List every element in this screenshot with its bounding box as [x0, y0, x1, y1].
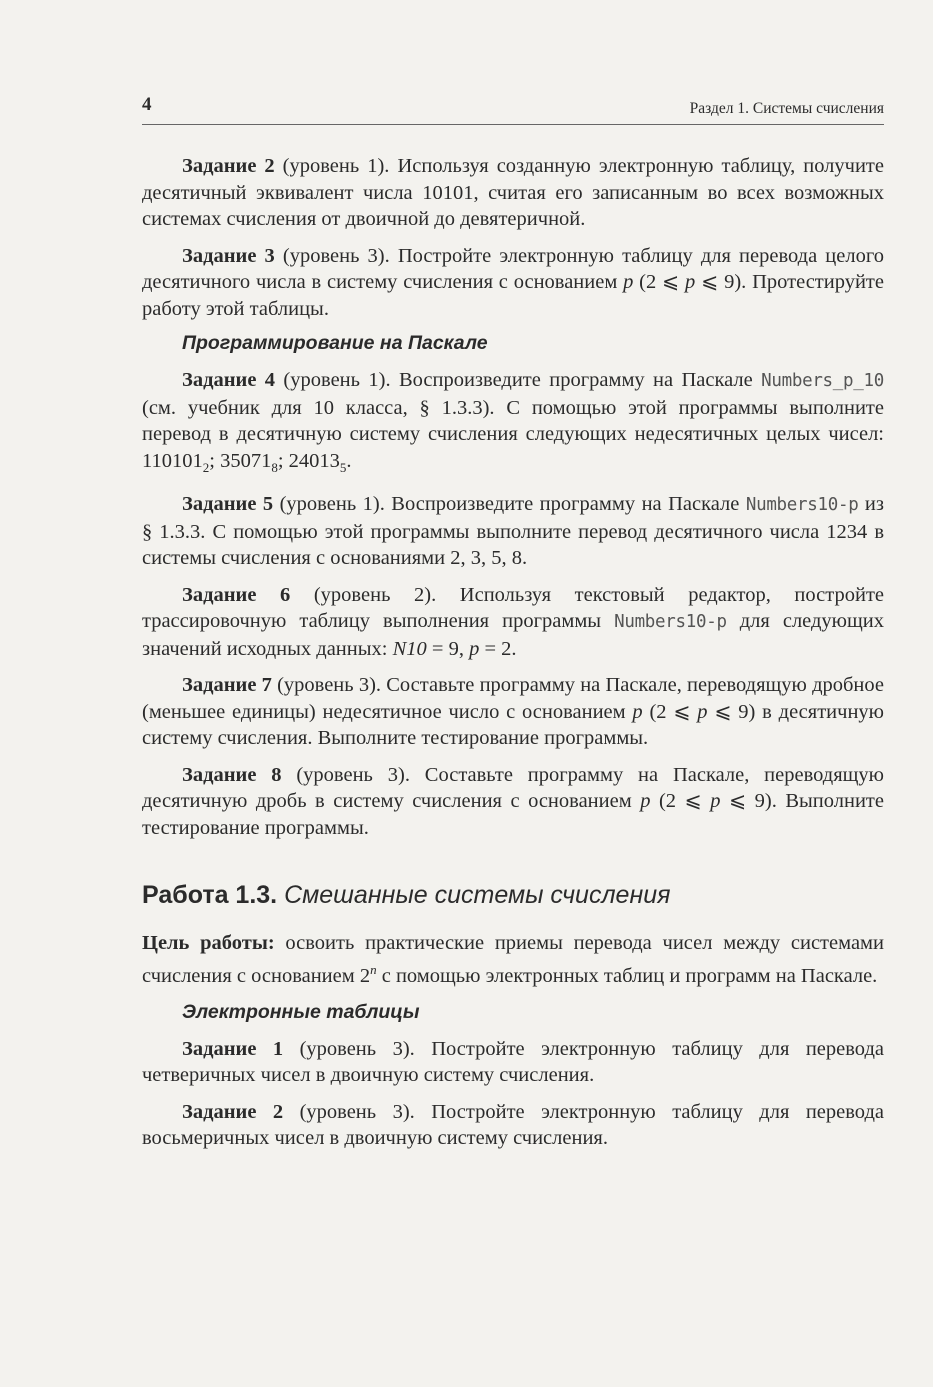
goal-text: с помощью электронных таблиц и программ на Паскале. — [376, 964, 878, 987]
task-label: Задание 8 — [182, 763, 282, 786]
period: . — [346, 449, 352, 472]
math-eq: = 2. — [479, 637, 517, 660]
work-subtitle: Смешанные системы счисления — [277, 881, 671, 910]
number-base: 5 — [339, 459, 347, 475]
task-7 — [142, 672, 884, 752]
number-base: 8 — [271, 459, 278, 475]
goal-text: освоить практические приемы перевода чисел между системами счисления с основанием 2 — [142, 932, 884, 987]
running-title: Раздел 1. Системы счисления — [689, 100, 884, 117]
task-5 — [142, 491, 884, 572]
task-text: (уровень 3). Постройте электронную таблицу для перевода целого десятичного числа в систему счисления с основанием — [142, 244, 884, 293]
separator: ; — [277, 449, 289, 472]
section-heading-spreadsheets: Электронные таблицы — [182, 1000, 420, 1023]
task-text: из § 1.3.3. С помощью этой программы выполните перевод десятичного числа 1234 в системы счисления с основаниями 2, 3, 5, 8. — [142, 493, 884, 570]
math-var-p: p — [469, 637, 480, 660]
task-text-end: ⩽ 9) в десятичную систему счисления. Выполните тестирование программы. — [142, 700, 884, 750]
task-text: (уровень 1). Используя созданную электронную таблицу, получите десятичный эквивалент числа 10101, считая его записанным во всех возможных системах счисления от двоичной до девятеричной. — [142, 155, 884, 230]
number-base: 2 — [202, 459, 210, 475]
goal-label: Цель работы: — [142, 932, 275, 955]
task-e2 — [142, 1099, 884, 1152]
number-value: 110101 — [142, 449, 203, 472]
work-number: Работа 1.3. — [142, 881, 278, 910]
number-value: 35071 — [220, 449, 272, 472]
task-text: (уровень 3). Постройте электронную таблицу для перевода четверичных чисел в двоичную систему счисления. — [142, 1037, 884, 1087]
math-var-p: p — [640, 790, 651, 813]
program-name: Numbers10-p — [745, 495, 859, 516]
task-text-end: ⩽ 9). Протестируйте работу этой таблицы. — [142, 271, 884, 320]
math-var-p: p — [632, 700, 643, 723]
math-var-p: p — [685, 271, 696, 293]
task-label: Задание 1 — [182, 1037, 284, 1060]
task-text: (см. учебник для 10 класса, § 1.3.3). С помощью этой программы выполните перевод в десятичную систему счисления следующих недесятичных целых чисел: — [142, 396, 884, 445]
math-var-p: p — [623, 271, 634, 293]
task-label: Задание 3 — [182, 244, 275, 267]
task-label: Задание 7 — [182, 674, 272, 697]
program-name: Numbers10-p — [614, 612, 727, 633]
task-label: Задание 4 — [182, 369, 276, 391]
task-s3 — [142, 243, 884, 323]
math-cond: (2 ⩽ — [650, 790, 711, 813]
goal-exponent: n — [370, 961, 377, 977]
page-header — [142, 94, 884, 125]
program-name: Numbers_p_10 — [761, 371, 884, 391]
work-heading — [142, 881, 884, 910]
task-label: Задание 6 — [182, 583, 291, 606]
task-text: (уровень 2). Используя текстовый редактор, постройте трассировочную таблицу выполнения программы — [142, 583, 884, 633]
task-text: (уровень 3). Составьте программу на Паскале, переводящую десятичную дробь в систему счисления с основанием — [142, 763, 885, 813]
task-label: Задание 2 — [182, 1100, 284, 1123]
math-cond: (2 ⩽ — [642, 700, 698, 723]
separator: ; — [209, 449, 221, 472]
math-var-p: p — [697, 700, 708, 723]
math-var-p: p — [710, 790, 721, 813]
math-cond: (2 ⩽ — [633, 271, 686, 293]
math-eq: = 9, — [426, 637, 470, 660]
task-e1 — [142, 1036, 884, 1089]
page-number: 4 — [142, 94, 152, 115]
math-var-n10: N10 — [392, 637, 427, 660]
task-s2 — [142, 153, 884, 233]
task-text: (уровень 1). Воспроизведите программу на Паскале — [275, 369, 762, 391]
section-heading-pascal: Программирование на Паскале — [182, 332, 488, 354]
task-8 — [142, 762, 884, 842]
work-goal — [142, 930, 884, 989]
task-label: Задание 5 — [182, 493, 274, 516]
number-value: 24013 — [288, 449, 340, 472]
task-text: (уровень 3). Составьте программу на Паскале, переводящую дробное (меньшее единицы) недесятичное число с основанием — [142, 674, 884, 723]
page-content — [142, 153, 884, 1162]
task-text-end: ⩽ 9). Выполните тестирование программы. — [142, 790, 884, 839]
task-text: (уровень 1). Воспроизведите программу на Паскале — [273, 493, 746, 516]
task-text: для следующих значений исходных данных: — [142, 610, 884, 660]
task-label: Задание 2 — [182, 155, 275, 177]
task-text: (уровень 3). Постройте электронную таблицу для перевода восьмеричных чисел в двоичную систему счисления. — [142, 1100, 884, 1150]
task-6 — [142, 582, 884, 663]
task-4 — [142, 367, 884, 481]
